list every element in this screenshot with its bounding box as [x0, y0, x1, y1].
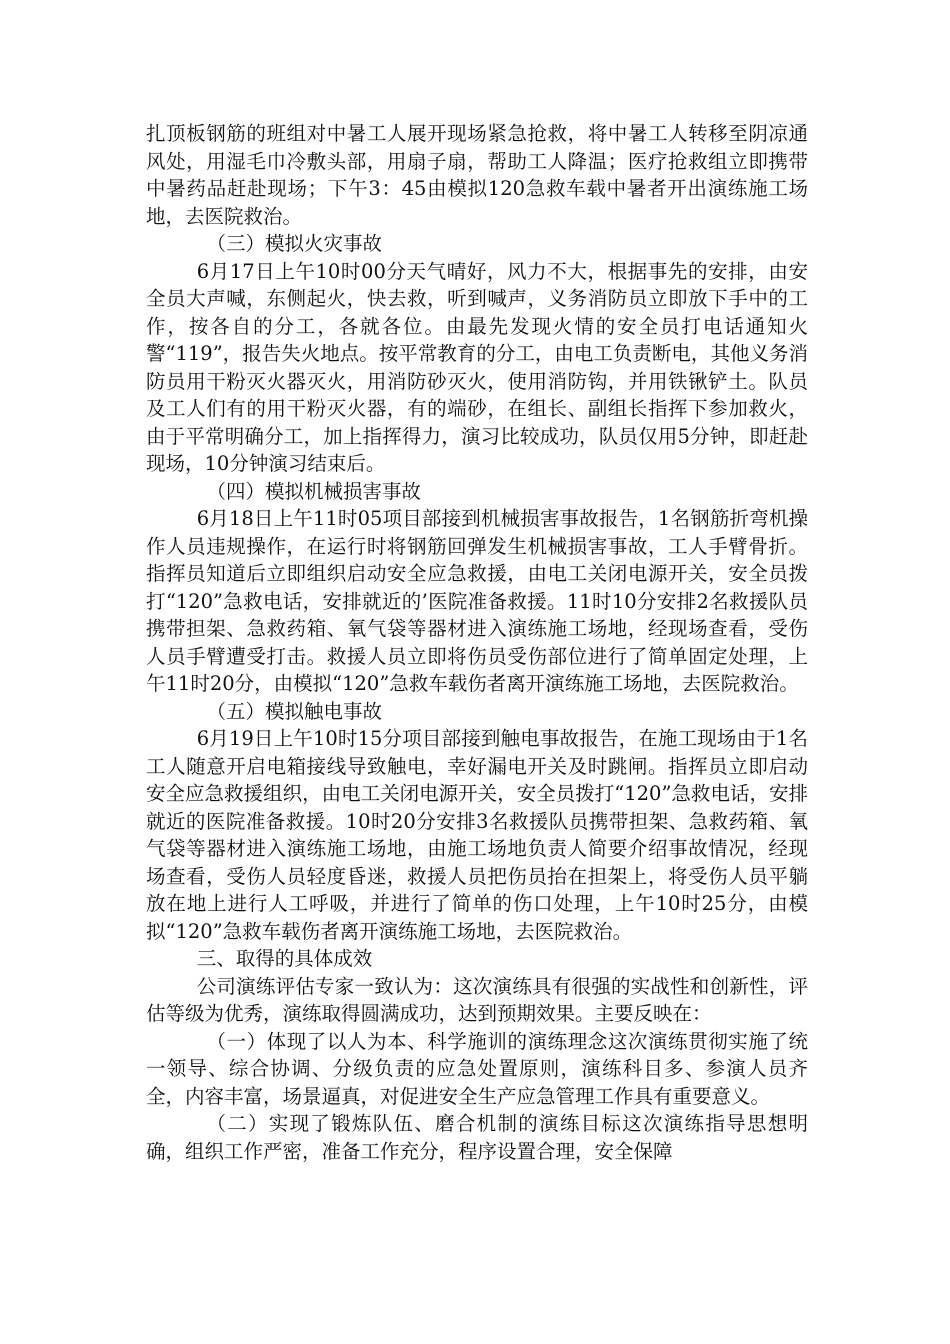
paragraph-result-two: （二）实现了锻炼队伍、磨合机制的演练目标这次演练指导思想明确，组织工作严密，准备工作充分，程序设置合理，安全保障 — [146, 1112, 808, 1163]
paragraph-electric-shock-accident: 6月19日上午10时15分项目部接到触电事故报告，在施工现场由于1名工人随意开启电箱接线导致触电，幸好漏电开关及时跳闸。指挥员立即启动安全应急救援组织，由电工关闭电源开关，安全员拨打“120”急救电话，安排就近的医院准备救援。10时20分安排3名救援队员携带担架、急救药箱、氧气袋等器材进入演练施工场地，由施工场地负责人简要介绍事故情况，经现场查看，受伤人员轻度昏迷，救援人员把伤员抬在担架上，将受伤人员平躺放在地上进行人工呼吸，并进行了简单的伤口处理，上午10时25分，由模拟“120”急救车载伤者离开演练施工场地，去医院救治。 — [146, 727, 808, 943]
heading-mechanical-accident: （四）模拟机械损害事故 — [206, 479, 421, 503]
section-heading-results: 三、取得的具体成效 — [196, 947, 373, 970]
paragraph-mechanical-accident: 6月18日上午11时05项目部接到机械损害事故报告，1名钢筋折弯机操作人员违规操作，在运行时将钢筋回弹发生机械损害事故，工人手臂骨折。指挥员知道后立即组织启动安全应急救援，由电工关闭电源开关，安全员拨打“120”急救电话，安排就近的’医院准备救援。11时10分安排2名救援队员携带担架、急救药箱、氧气袋等器材进入演练施工场地，经现场查看，受伤人员手臂遭受打击。救援人员立即将伤员受伤部位进行了简单固定处理，上午11时20分，由模拟“120”急救车载伤者离开演练施工场地，去医院救治。 — [146, 507, 808, 695]
document-body — [146, 120, 808, 1165]
heading-electric-shock-accident: （五）模拟触电事故 — [206, 699, 382, 723]
paragraph-result-one: （一）体现了以人为本、科学施训的演练理念这次演练贯彻实施了统一领导、综合协调、分级负责的应急处置原则，演练科目多、参演人员齐全，内容丰富，场景逼真，对促进安全生产应急管理工作具有重要意义。 — [146, 1029, 808, 1108]
heading-fire-accident: （三）模拟火灾事故 — [206, 232, 382, 255]
paragraph-fire-accident: 6月17日上午10时00分天气晴好，风力不大，根据事先的安排，由安全员大声喊，东侧起火，快去救，听到喊声，义务消防员立即放下手中的工作，按各自的分工，各就各位。由最先发现火情的安全员打电话通知火警“119”，报告失火地点。按平常教育的分工，由电工负责断电，其他义务消防员用干粉灭火器灭火，用消防砂灭火，使用消防钩，并用铁锹铲土。队员及工人们有的用干粉灭火器，有的端砂，在组长、副组长指挥下参加救火，由于平常明确分工，加上指挥得力，演习比较成功，队员仅用5分钟，即赶赴现场，10分钟演习结束后。 — [146, 259, 808, 475]
paragraph-evaluation-summary: 公司演练评估专家一致认为：这次演练具有很强的实战性和创新性，评估等级为优秀，演练取得圆满成功，达到预期效果。主要反映在： — [146, 974, 808, 1025]
paragraph-heatstroke-continuation: 扎顶板钢筋的班组对中暑工人展开现场紧急抢救，将中暑工人转移至阴凉通风处，用湿毛巾冷敷头部，用扇子扇，帮助工人降温；医疗抢救组立即携带中暑药品赶赴现场；下午3：45由模拟120急救车载中暑者开出演练施工场地，去医院救治。 — [146, 122, 808, 228]
